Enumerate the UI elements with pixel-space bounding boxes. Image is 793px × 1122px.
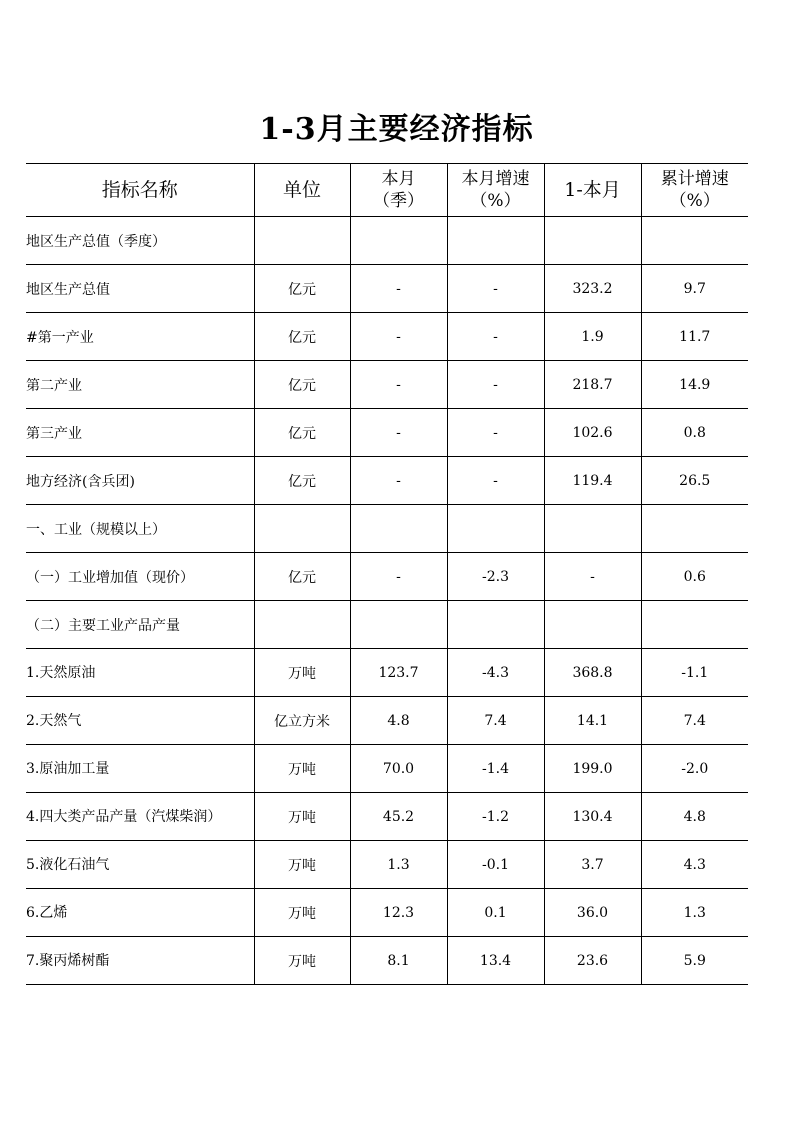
row-cumulative-growth: 4.3 — [641, 841, 748, 889]
row-current — [350, 505, 447, 553]
row-current-growth: - — [447, 457, 544, 505]
row-name: 第二产业 — [26, 361, 254, 409]
row-current-growth: 13.4 — [447, 937, 544, 985]
row-current: 45.2 — [350, 793, 447, 841]
row-unit: 亿元 — [254, 553, 350, 601]
row-cumulative: 323.2 — [544, 265, 641, 313]
row-unit: 万吨 — [254, 841, 350, 889]
table-row — [26, 457, 748, 505]
row-unit: 万吨 — [254, 937, 350, 985]
row-cumulative-growth: 5.9 — [641, 937, 748, 985]
row-current-growth: -1.4 — [447, 745, 544, 793]
row-current: - — [350, 457, 447, 505]
row-current-growth — [447, 601, 544, 649]
row-cumulative: 119.4 — [544, 457, 641, 505]
row-cumulative: 14.1 — [544, 697, 641, 745]
row-cumulative — [544, 217, 641, 265]
header-cumulative-growth-line2: （%） — [669, 191, 720, 211]
header-indicator-name: 指标名称 — [26, 164, 254, 217]
page-title: 1-3月主要经济指标 — [259, 112, 534, 147]
row-current: - — [350, 265, 447, 313]
table-row — [26, 361, 748, 409]
row-current: - — [350, 361, 447, 409]
row-current: 70.0 — [350, 745, 447, 793]
header-unit: 单位 — [254, 164, 350, 217]
header-cumulative-growth-line1: 累计增速 — [660, 169, 729, 189]
row-cumulative: 36.0 — [544, 889, 641, 937]
row-name: 4.四大类产品产量（汽煤柴润） — [26, 793, 254, 841]
table-row — [26, 217, 748, 265]
header-current-growth-line1: 本月增速 — [461, 169, 530, 189]
row-cumulative: - — [544, 553, 641, 601]
row-name: （一）工业增加值（现价） — [26, 553, 254, 601]
row-name: 5.液化石油气 — [26, 841, 254, 889]
row-name: 6.乙烯 — [26, 889, 254, 937]
row-cumulative: 23.6 — [544, 937, 641, 985]
row-current-growth: - — [447, 313, 544, 361]
row-cumulative — [544, 601, 641, 649]
row-current-growth — [447, 505, 544, 553]
header-cumulative: 1-本月 — [544, 164, 641, 217]
row-unit: 万吨 — [254, 793, 350, 841]
row-unit: 亿立方米 — [254, 697, 350, 745]
table-row — [26, 313, 748, 361]
table-row — [26, 841, 748, 889]
table-row — [26, 697, 748, 745]
row-current-growth: -2.3 — [447, 553, 544, 601]
row-cumulative-growth: 1.3 — [641, 889, 748, 937]
row-current: 8.1 — [350, 937, 447, 985]
table-row — [26, 265, 748, 313]
row-unit: 亿元 — [254, 313, 350, 361]
row-current-growth: -4.3 — [447, 649, 544, 697]
row-cumulative-growth: -1.1 — [641, 649, 748, 697]
row-cumulative: 368.8 — [544, 649, 641, 697]
row-current: 1.3 — [350, 841, 447, 889]
row-current: 4.8 — [350, 697, 447, 745]
row-unit: 亿元 — [254, 409, 350, 457]
table-row — [26, 505, 748, 553]
row-current-growth: - — [447, 361, 544, 409]
row-current-growth: 7.4 — [447, 697, 544, 745]
row-cumulative: 1.9 — [544, 313, 641, 361]
table-row — [26, 793, 748, 841]
row-cumulative: 130.4 — [544, 793, 641, 841]
table-row — [26, 409, 748, 457]
row-cumulative: 102.6 — [544, 409, 641, 457]
row-current-growth: -0.1 — [447, 841, 544, 889]
row-cumulative: 199.0 — [544, 745, 641, 793]
row-cumulative-growth — [641, 217, 748, 265]
row-unit — [254, 505, 350, 553]
row-name: 1.天然原油 — [26, 649, 254, 697]
row-unit: 亿元 — [254, 457, 350, 505]
indicators-table — [26, 163, 748, 985]
row-current-growth: -1.2 — [447, 793, 544, 841]
table-row — [26, 889, 748, 937]
row-name: 7.聚丙烯树酯 — [26, 937, 254, 985]
row-cumulative-growth: 26.5 — [641, 457, 748, 505]
header-row — [26, 164, 748, 217]
row-current-growth: - — [447, 265, 544, 313]
row-name: 一、工业（规模以上） — [26, 505, 254, 553]
row-name: （二）主要工业产品产量 — [26, 601, 254, 649]
table-row — [26, 553, 748, 601]
row-current: 123.7 — [350, 649, 447, 697]
row-current-growth — [447, 217, 544, 265]
row-cumulative-growth: 14.9 — [641, 361, 748, 409]
table-row — [26, 937, 748, 985]
table-row — [26, 601, 748, 649]
row-current: - — [350, 409, 447, 457]
row-current: - — [350, 313, 447, 361]
row-cumulative: 218.7 — [544, 361, 641, 409]
row-cumulative-growth: 4.8 — [641, 793, 748, 841]
header-current-growth — [447, 164, 544, 217]
row-unit: 万吨 — [254, 889, 350, 937]
header-cumulative-growth — [641, 164, 748, 217]
header-current-month-line1: 本月 — [381, 169, 416, 189]
row-unit: 亿元 — [254, 361, 350, 409]
row-unit — [254, 217, 350, 265]
row-unit — [254, 601, 350, 649]
row-cumulative-growth: 7.4 — [641, 697, 748, 745]
row-name: 地区生产总值 — [26, 265, 254, 313]
row-cumulative-growth: 0.6 — [641, 553, 748, 601]
row-name: 地方经济(含兵团) — [26, 457, 254, 505]
row-cumulative-growth: -2.0 — [641, 745, 748, 793]
row-cumulative-growth — [641, 601, 748, 649]
header-current-month — [350, 164, 447, 217]
row-cumulative — [544, 505, 641, 553]
row-unit: 亿元 — [254, 265, 350, 313]
row-name: 地区生产总值（季度） — [26, 217, 254, 265]
row-name: 2.天然气 — [26, 697, 254, 745]
row-cumulative: 3.7 — [544, 841, 641, 889]
row-cumulative-growth: 11.7 — [641, 313, 748, 361]
row-unit: 万吨 — [254, 745, 350, 793]
row-name: 第三产业 — [26, 409, 254, 457]
row-cumulative-growth: 9.7 — [641, 265, 748, 313]
table-row — [26, 649, 748, 697]
row-current — [350, 601, 447, 649]
row-unit: 万吨 — [254, 649, 350, 697]
row-current: 12.3 — [350, 889, 447, 937]
row-current — [350, 217, 447, 265]
row-cumulative-growth — [641, 505, 748, 553]
row-current-growth: - — [447, 409, 544, 457]
header-current-growth-line2: （%） — [470, 191, 521, 211]
row-current: - — [350, 553, 447, 601]
row-name: #第一产业 — [26, 313, 254, 361]
row-name: 3.原油加工量 — [26, 745, 254, 793]
header-current-month-line2: （季） — [373, 191, 424, 211]
row-cumulative-growth: 0.8 — [641, 409, 748, 457]
row-current-growth: 0.1 — [447, 889, 544, 937]
table-row — [26, 745, 748, 793]
